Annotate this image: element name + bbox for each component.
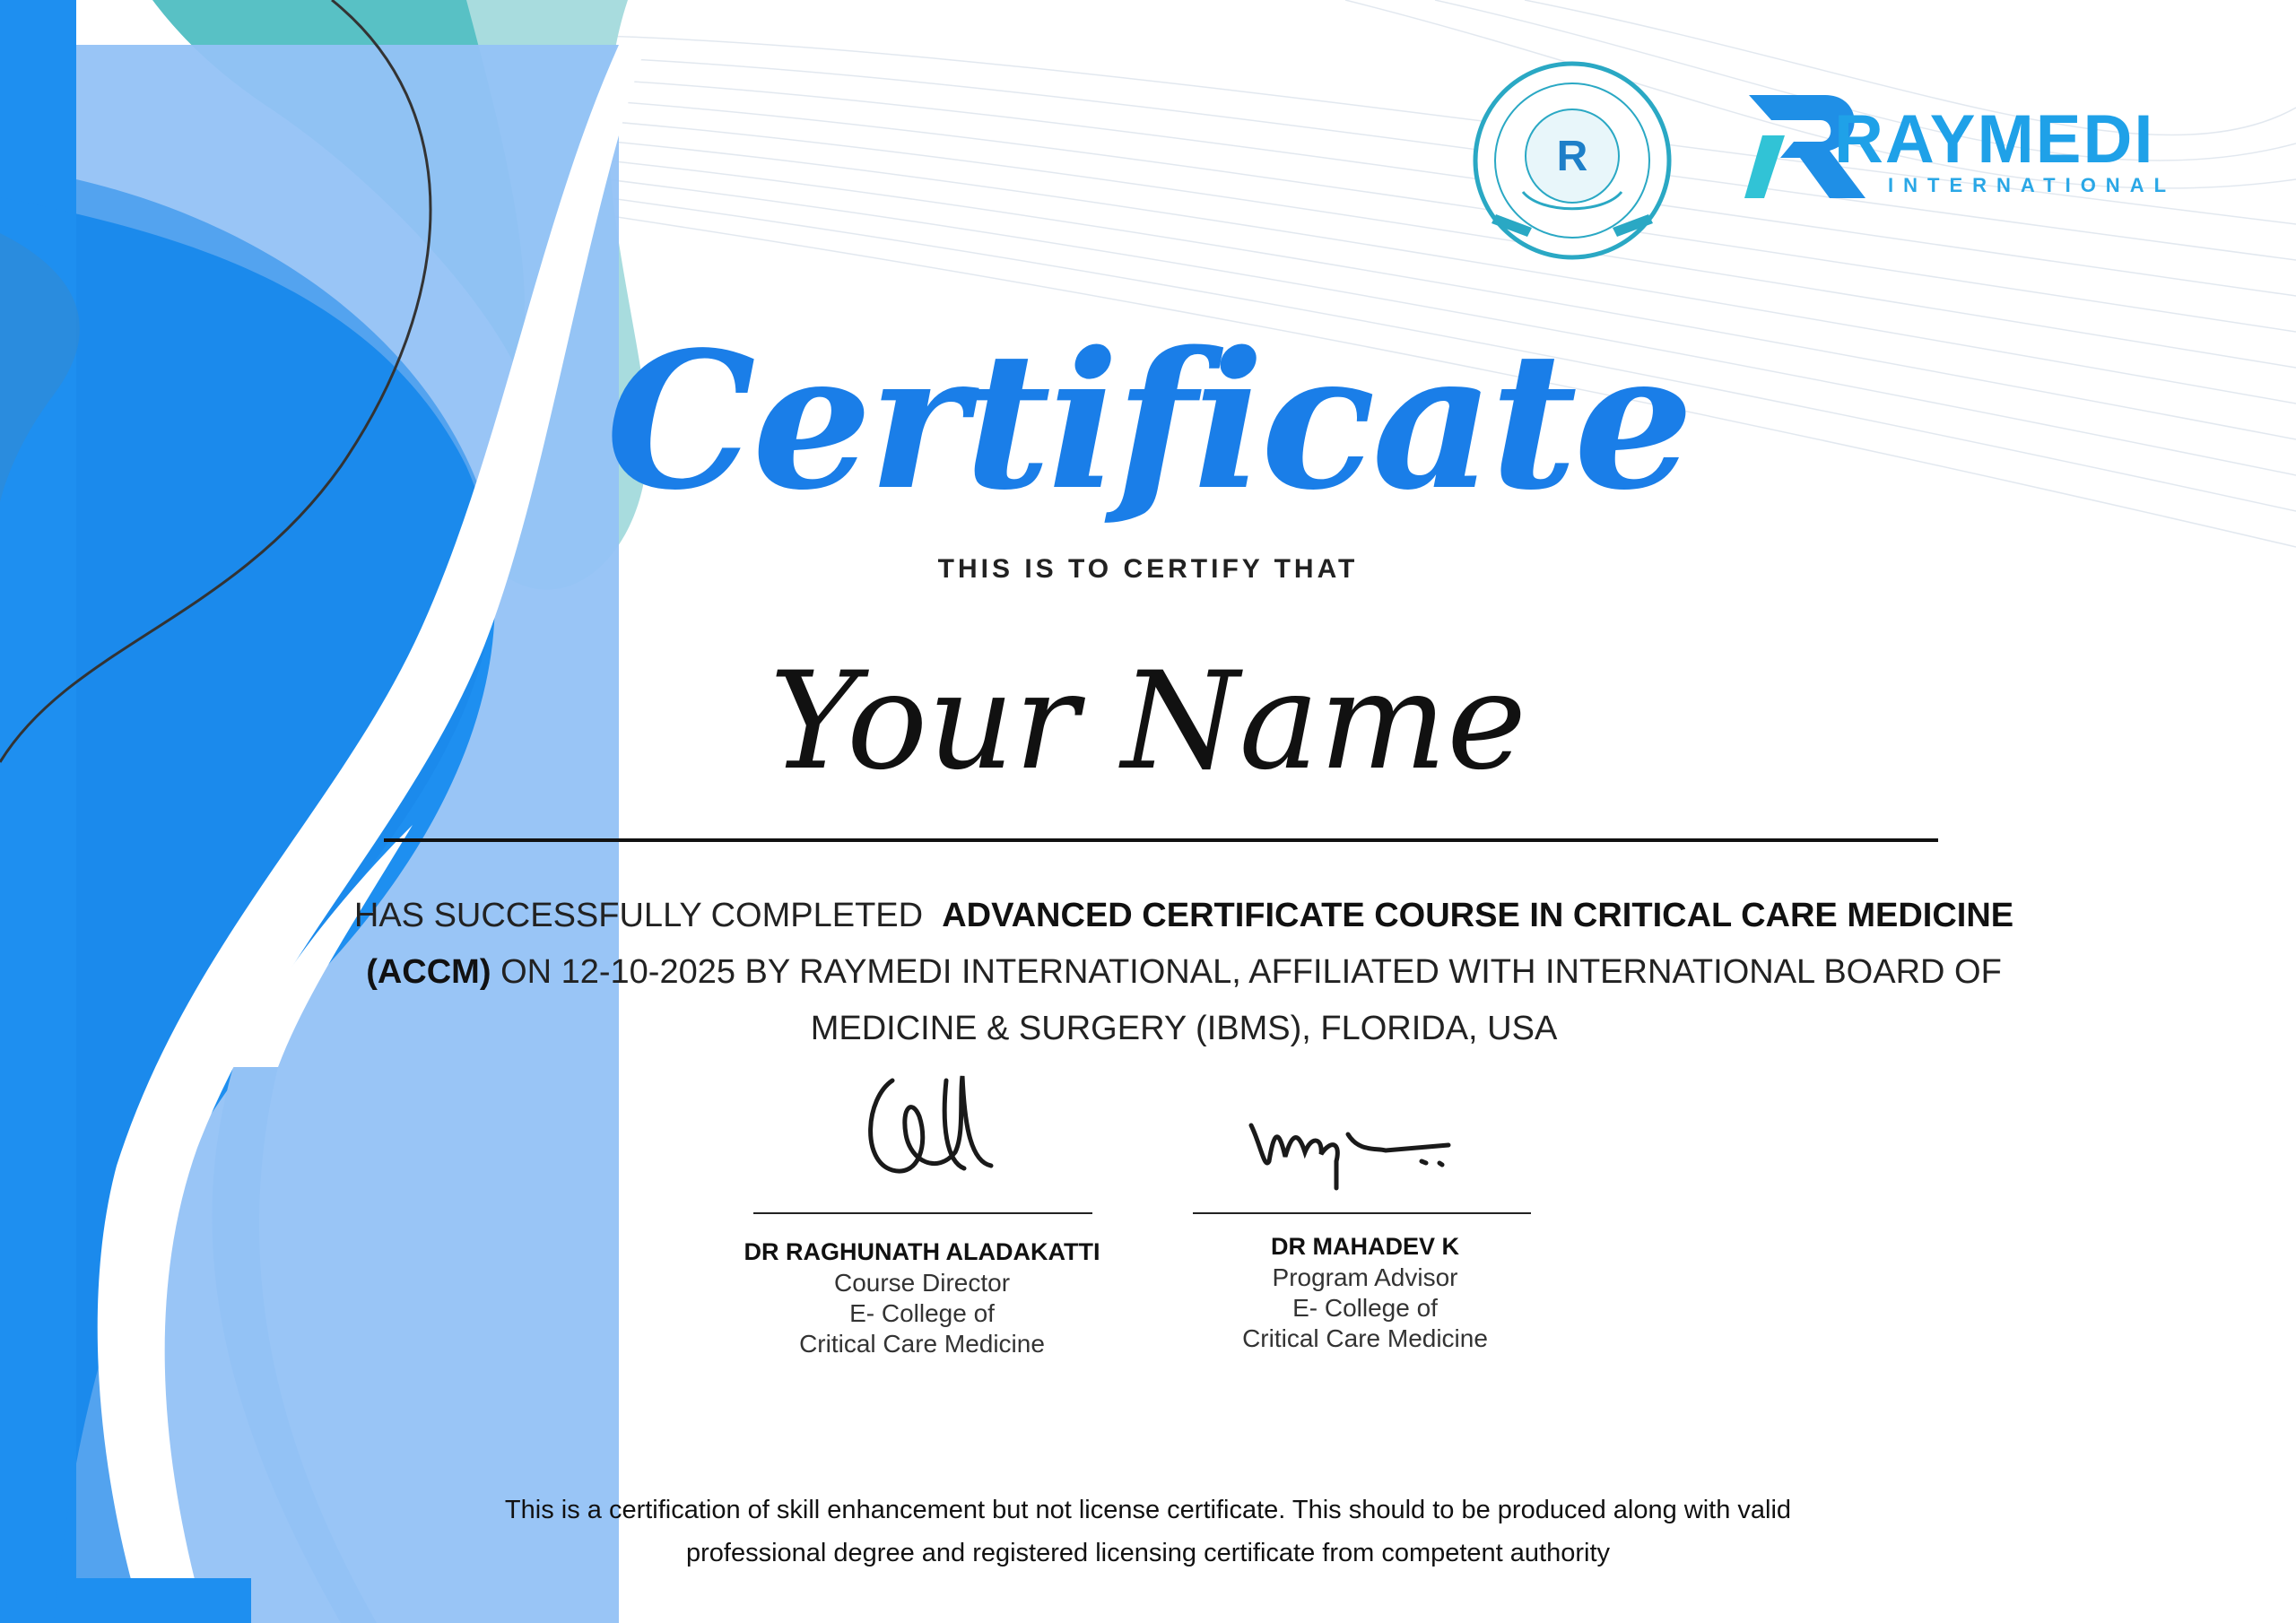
college-seal-logo [1469,57,1675,264]
signatory-1-org-line1: E- College of [849,1299,995,1327]
signatory-1-name: DR RAGHUNATH ALADAKATTI [744,1238,1100,1265]
raymedi-brand-logo [1744,86,2184,212]
name-underline [384,838,1938,842]
disclaimer-line-1: This is a certification of skill enhancement but not license certificate. This should to be produced along with valid [504,1496,1792,1524]
signatory-2 [1177,1230,1553,1354]
signatory-2-name: DR MAHADEV K [1270,1233,1459,1260]
signatory-2-role: Program Advisor [1272,1263,1458,1291]
signatory-2-org-line2: Critical Care Medicine [1242,1324,1488,1352]
disclaimer [269,1488,2027,1575]
completion-statement [296,888,2072,1057]
signatory-2-org-line1: E- College of [1292,1294,1438,1322]
body-suffix: ON 12-10-2025 BY RAYMEDI INTERNATIONAL, AFFILIATED WITH INTERNATIONAL BOARD OF MEDICINE & SURGERY (IBMS), FLORIDA, USA [500,953,2002,1047]
signature-1-line [753,1212,1092,1214]
recipient-name: Your Name [770,644,1526,800]
certify-intro: THIS IS TO CERTIFY THAT [937,554,1359,584]
course-name: ADVANCED CERTIFICATE COURSE IN CRITICAL CARE MEDICINE (ACCM) [366,897,2014,991]
disclaimer-line-2: professional degree and registered licensing certificate from competent authority [685,1539,1611,1567]
brand-name: RAYMEDI [1834,101,2155,178]
signature-2-handwriting [1242,1098,1462,1197]
certificate-title: Certificate [605,310,1691,532]
signatory-1-org-line2: Critical Care Medicine [799,1330,1045,1358]
signature-1-handwriting [857,1063,1009,1206]
signatory-1 [734,1236,1110,1359]
signatory-1-role: Course Director [833,1269,1011,1297]
svg-text:R: R [1556,133,1588,180]
body-prefix: HAS SUCCESSFULLY COMPLETED [353,897,924,934]
brand-subtitle: INTERNATIONAL [1888,174,2177,196]
signature-2-line [1193,1212,1531,1214]
